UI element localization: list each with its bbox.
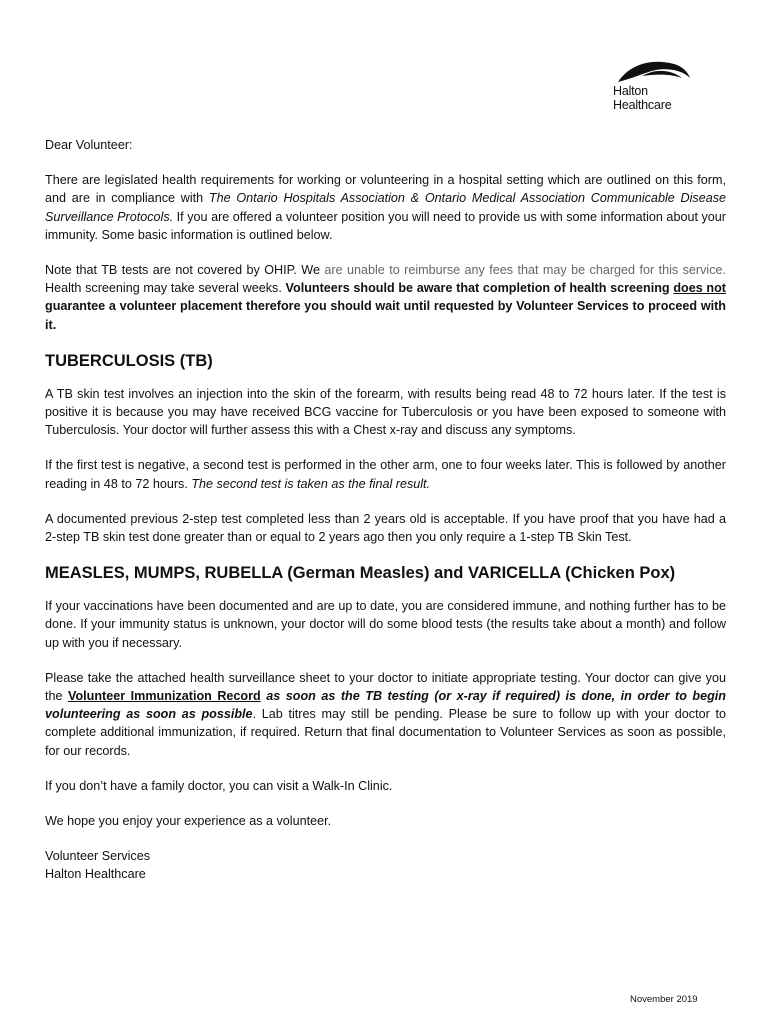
greeting — [45, 136, 726, 154]
mmr-heading: MEASLES, MUMPS, RUBELLA (German Measles) and VARICELLA (Chicken Pox) — [45, 564, 676, 583]
halton-healthcare-logo — [604, 58, 724, 122]
tb-heading: TUBERCULOSIS (TB) — [45, 351, 213, 370]
tb-final-result-note: The second test is taken as the final result. — [191, 476, 431, 491]
closing-paragraph: We hope you enjoy your experience as a volunteer. — [45, 814, 332, 829]
note-paragraph — [45, 261, 726, 334]
immunization-record-ref: Volunteer Immunization Record — [68, 689, 261, 704]
mmr-p2-bold-italic: as soon as the TB testing (or x-ray if required) is done, in order to begin volunteering as soon as possible — [45, 689, 726, 722]
mmr-paragraph-1: If your vaccinations have been documented and are up to date, you are considered immune, and nothing further has to be done. If your immunity status is unknown, your doctor will do some blood tests (the results take about a month) and follow up with you if necessary. — [45, 599, 726, 650]
reimburse-note: are unable to reimburse any fees that may be charged for this service. — [324, 263, 726, 278]
intro-paragraph — [45, 171, 726, 244]
note-bold-1: Volunteers should be aware that completion of health screening — [285, 281, 674, 296]
signature-line-1: Volunteer Services — [45, 849, 151, 864]
tb-paragraph-2 — [45, 456, 726, 492]
note-text-1: Note that TB tests are not covered by OHIP. We — [45, 263, 325, 278]
logo-text-halton: Halton — [613, 84, 648, 98]
signature-block — [45, 847, 726, 883]
mmr-p2-text-2: . Lab titres may still be pending. Please be sure to follow up with your doctor to complete additional immunization, if required. Return that final documentation to Volunteer Services as soon as possible, for our records. — [45, 707, 726, 758]
tb-p2-text: If the first test is negative, a second test is performed in the other arm, one to four weeks later. This is followed by another reading in 48 to 72 hours. — [45, 458, 726, 491]
letter-body — [45, 136, 726, 884]
intro-text-3: If you are offered a volunteer position you will need to provide us with some information about your immunity. Some basic information is outlined below. — [45, 209, 726, 242]
note-text-3: Health screening may take several weeks. — [45, 281, 286, 296]
tb-paragraph-3: A documented previous 2-step test completed less than 2 years old is acceptable. If you have proof that you have had a 2-step TB skin test done greater than or equal to 2 years ago then you only require a 1-step TB Skin Test. — [45, 511, 726, 545]
note-does-not: does not — [673, 281, 726, 296]
greeting-text: Dear Volunteer: — [45, 138, 133, 152]
tb-paragraph-1: A TB skin test involves an injection into the skin of the forearm, with results being read 48 to 72 hours later. If the test is positive it is because you may have received BCG vaccine for Tuberculosis or you have been exposed to someone with Tuberculosis. Your doctor will further assess this with a Chest x-ray and discuss any symptoms. — [45, 386, 726, 438]
walk-in-paragraph: If you don’t have a family doctor, you can visit a Walk-In Clinic. — [45, 778, 393, 793]
mmr-p2-text-1: Please take the attached health surveillance sheet to your doctor to initiate appropriate testing. Your doctor can give you the — [45, 670, 726, 704]
signature-line-2: Halton Healthcare — [45, 867, 146, 882]
intro-text-1: There are legislated health requirements for working or volunteering in a hospital setting which are outlined on this form, and are in compliance with — [45, 173, 726, 206]
note-bold-2: guarantee a volunteer placement therefore you should wait until requested by Volunteer Services to proceed with it. — [45, 299, 726, 332]
protocols-reference: The Ontario Hospitals Association & Ontario Medical Association Communicable Disease Surveillance Protocols. — [45, 191, 727, 224]
mmr-paragraph-2 — [45, 669, 726, 760]
logo-text-healthcare: Healthcare — [613, 98, 672, 112]
footer-date: November 2019 — [630, 994, 698, 1005]
